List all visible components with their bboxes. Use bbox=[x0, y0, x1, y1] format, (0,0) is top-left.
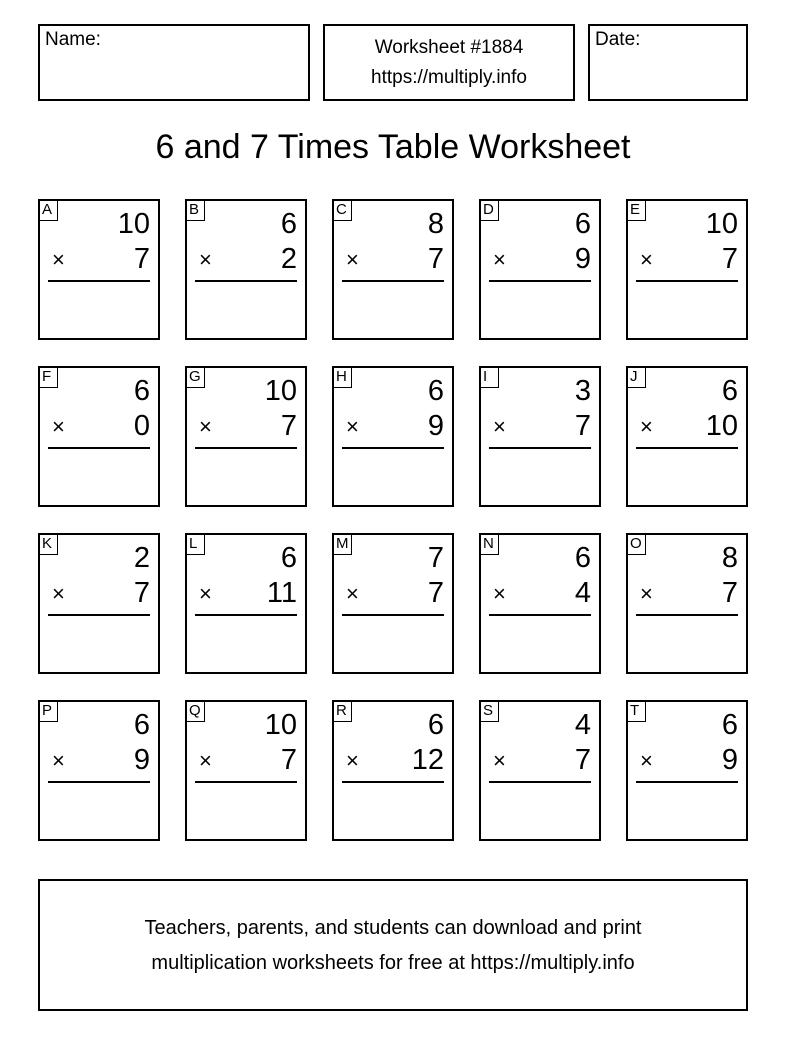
multiplicand: 6 bbox=[574, 208, 591, 240]
multiplicand: 6 bbox=[574, 542, 591, 574]
problem-letter: B bbox=[185, 199, 205, 221]
name-field-box[interactable] bbox=[38, 24, 310, 101]
worksheet-number: Worksheet #1884 bbox=[374, 37, 524, 58]
multiplier: 12 bbox=[411, 744, 444, 776]
multiplier: 2 bbox=[280, 243, 297, 275]
problem-letter: I bbox=[479, 366, 499, 388]
problem-card[interactable] bbox=[38, 700, 160, 841]
multiply-sign-icon: × bbox=[346, 414, 359, 439]
problem-letter: K bbox=[38, 533, 58, 555]
multiplier: 7 bbox=[721, 577, 738, 609]
answer-line bbox=[489, 447, 591, 449]
answer-line bbox=[636, 614, 738, 616]
problem-card[interactable] bbox=[332, 366, 454, 507]
multiplicand: 8 bbox=[427, 208, 444, 240]
problem-letter: A bbox=[38, 199, 58, 221]
multiplicand: 10 bbox=[264, 709, 297, 741]
multiplicand: 6 bbox=[721, 375, 738, 407]
multiplier: 9 bbox=[574, 243, 591, 275]
problem-letter: J bbox=[626, 366, 646, 388]
multiplicand: 6 bbox=[280, 542, 297, 574]
multiply-sign-icon: × bbox=[346, 748, 359, 773]
footer-box bbox=[38, 879, 748, 1011]
problem-letter: R bbox=[332, 700, 352, 722]
problem-letter: O bbox=[626, 533, 646, 555]
multiplier: 7 bbox=[427, 577, 444, 609]
answer-line bbox=[636, 280, 738, 282]
multiplier: 7 bbox=[280, 410, 297, 442]
multiply-sign-icon: × bbox=[52, 581, 65, 606]
multiplier: 7 bbox=[133, 243, 150, 275]
multiplicand: 6 bbox=[133, 709, 150, 741]
problem-card[interactable] bbox=[38, 199, 160, 340]
multiply-sign-icon: × bbox=[346, 247, 359, 272]
problem-letter: G bbox=[185, 366, 205, 388]
problem-card[interactable] bbox=[626, 700, 748, 841]
multiplicand: 10 bbox=[117, 208, 150, 240]
multiplicand: 8 bbox=[721, 542, 738, 574]
answer-line bbox=[48, 614, 150, 616]
multiply-sign-icon: × bbox=[52, 247, 65, 272]
multiply-sign-icon: × bbox=[346, 581, 359, 606]
multiply-sign-icon: × bbox=[640, 748, 653, 773]
problem-card[interactable] bbox=[332, 700, 454, 841]
problem-card[interactable] bbox=[185, 700, 307, 841]
problem-card[interactable] bbox=[479, 199, 601, 340]
problem-card[interactable] bbox=[332, 533, 454, 674]
problem-letter: S bbox=[479, 700, 499, 722]
multiplier: 0 bbox=[133, 410, 150, 442]
problem-letter: P bbox=[38, 700, 58, 722]
multiplier: 11 bbox=[266, 577, 297, 609]
answer-line bbox=[195, 614, 297, 616]
worksheet-url: https://multiply.info bbox=[371, 67, 527, 88]
answer-line bbox=[342, 781, 444, 783]
answer-line bbox=[342, 280, 444, 282]
problem-card[interactable] bbox=[479, 533, 601, 674]
multiply-sign-icon: × bbox=[493, 581, 506, 606]
multiply-sign-icon: × bbox=[493, 247, 506, 272]
problem-letter: L bbox=[185, 533, 205, 555]
answer-line bbox=[636, 447, 738, 449]
problem-letter: M bbox=[332, 533, 352, 555]
page-title: 6 and 7 Times Table Worksheet bbox=[155, 128, 631, 166]
date-label: Date: bbox=[595, 29, 641, 50]
multiply-sign-icon: × bbox=[640, 414, 653, 439]
answer-line bbox=[489, 781, 591, 783]
multiplier: 7 bbox=[574, 410, 591, 442]
problem-letter: D bbox=[479, 199, 499, 221]
problem-card[interactable] bbox=[626, 366, 748, 507]
multiply-sign-icon: × bbox=[493, 414, 506, 439]
multiply-sign-icon: × bbox=[640, 581, 653, 606]
answer-line bbox=[48, 781, 150, 783]
problem-letter: C bbox=[332, 199, 352, 221]
problem-card[interactable] bbox=[479, 366, 601, 507]
answer-line bbox=[195, 447, 297, 449]
multiplicand: 10 bbox=[264, 375, 297, 407]
answer-line bbox=[636, 781, 738, 783]
multiplicand: 2 bbox=[133, 542, 150, 574]
answer-line bbox=[342, 614, 444, 616]
problem-card[interactable] bbox=[38, 533, 160, 674]
worksheet-info-box bbox=[323, 24, 575, 101]
date-field-box[interactable] bbox=[588, 24, 748, 101]
problem-card[interactable] bbox=[185, 199, 307, 340]
multiplier: 7 bbox=[427, 243, 444, 275]
answer-line bbox=[48, 447, 150, 449]
multiply-sign-icon: × bbox=[199, 748, 212, 773]
problem-letter: N bbox=[479, 533, 499, 555]
multiplicand: 3 bbox=[574, 375, 591, 407]
problem-card[interactable] bbox=[332, 199, 454, 340]
name-label: Name: bbox=[45, 29, 101, 50]
multiplicand: 6 bbox=[133, 375, 150, 407]
multiplicand: 6 bbox=[280, 208, 297, 240]
answer-line bbox=[489, 614, 591, 616]
multiplier: 4 bbox=[574, 577, 591, 609]
problem-card[interactable] bbox=[185, 533, 307, 674]
multiply-sign-icon: × bbox=[52, 414, 65, 439]
problem-card[interactable] bbox=[38, 366, 160, 507]
multiplier: 10 bbox=[705, 410, 738, 442]
answer-line bbox=[48, 280, 150, 282]
multiplier: 7 bbox=[574, 744, 591, 776]
answer-line bbox=[195, 280, 297, 282]
multiplier: 7 bbox=[280, 744, 297, 776]
multiplicand: 6 bbox=[427, 375, 444, 407]
multiply-sign-icon: × bbox=[199, 247, 212, 272]
multiplier: 7 bbox=[721, 243, 738, 275]
answer-line bbox=[195, 781, 297, 783]
multiplicand: 10 bbox=[705, 208, 738, 240]
problem-letter: T bbox=[626, 700, 646, 722]
multiply-sign-icon: × bbox=[199, 414, 212, 439]
multiplier: 9 bbox=[427, 410, 444, 442]
footer-text-line-2: multiplication worksheets for free at https://multiply.info bbox=[151, 952, 635, 974]
answer-line bbox=[342, 447, 444, 449]
multiply-sign-icon: × bbox=[640, 247, 653, 272]
multiplier: 9 bbox=[133, 744, 150, 776]
multiplier: 9 bbox=[721, 744, 738, 776]
problem-card[interactable] bbox=[185, 366, 307, 507]
multiplicand: 6 bbox=[427, 709, 444, 741]
multiply-sign-icon: × bbox=[199, 581, 212, 606]
problem-letter: Q bbox=[185, 700, 205, 722]
multiplicand: 4 bbox=[574, 709, 591, 741]
problem-letter: H bbox=[332, 366, 352, 388]
multiply-sign-icon: × bbox=[493, 748, 506, 773]
multiply-sign-icon: × bbox=[52, 748, 65, 773]
multiplicand: 6 bbox=[721, 709, 738, 741]
multiplicand: 7 bbox=[427, 542, 444, 574]
problem-card[interactable] bbox=[626, 533, 748, 674]
answer-line bbox=[489, 280, 591, 282]
problem-letter: E bbox=[626, 199, 646, 221]
footer-text-line-1: Teachers, parents, and students can download and print bbox=[144, 917, 642, 939]
problem-card[interactable] bbox=[479, 700, 601, 841]
multiplier: 7 bbox=[133, 577, 150, 609]
problem-letter: F bbox=[38, 366, 58, 388]
problem-card[interactable] bbox=[626, 199, 748, 340]
